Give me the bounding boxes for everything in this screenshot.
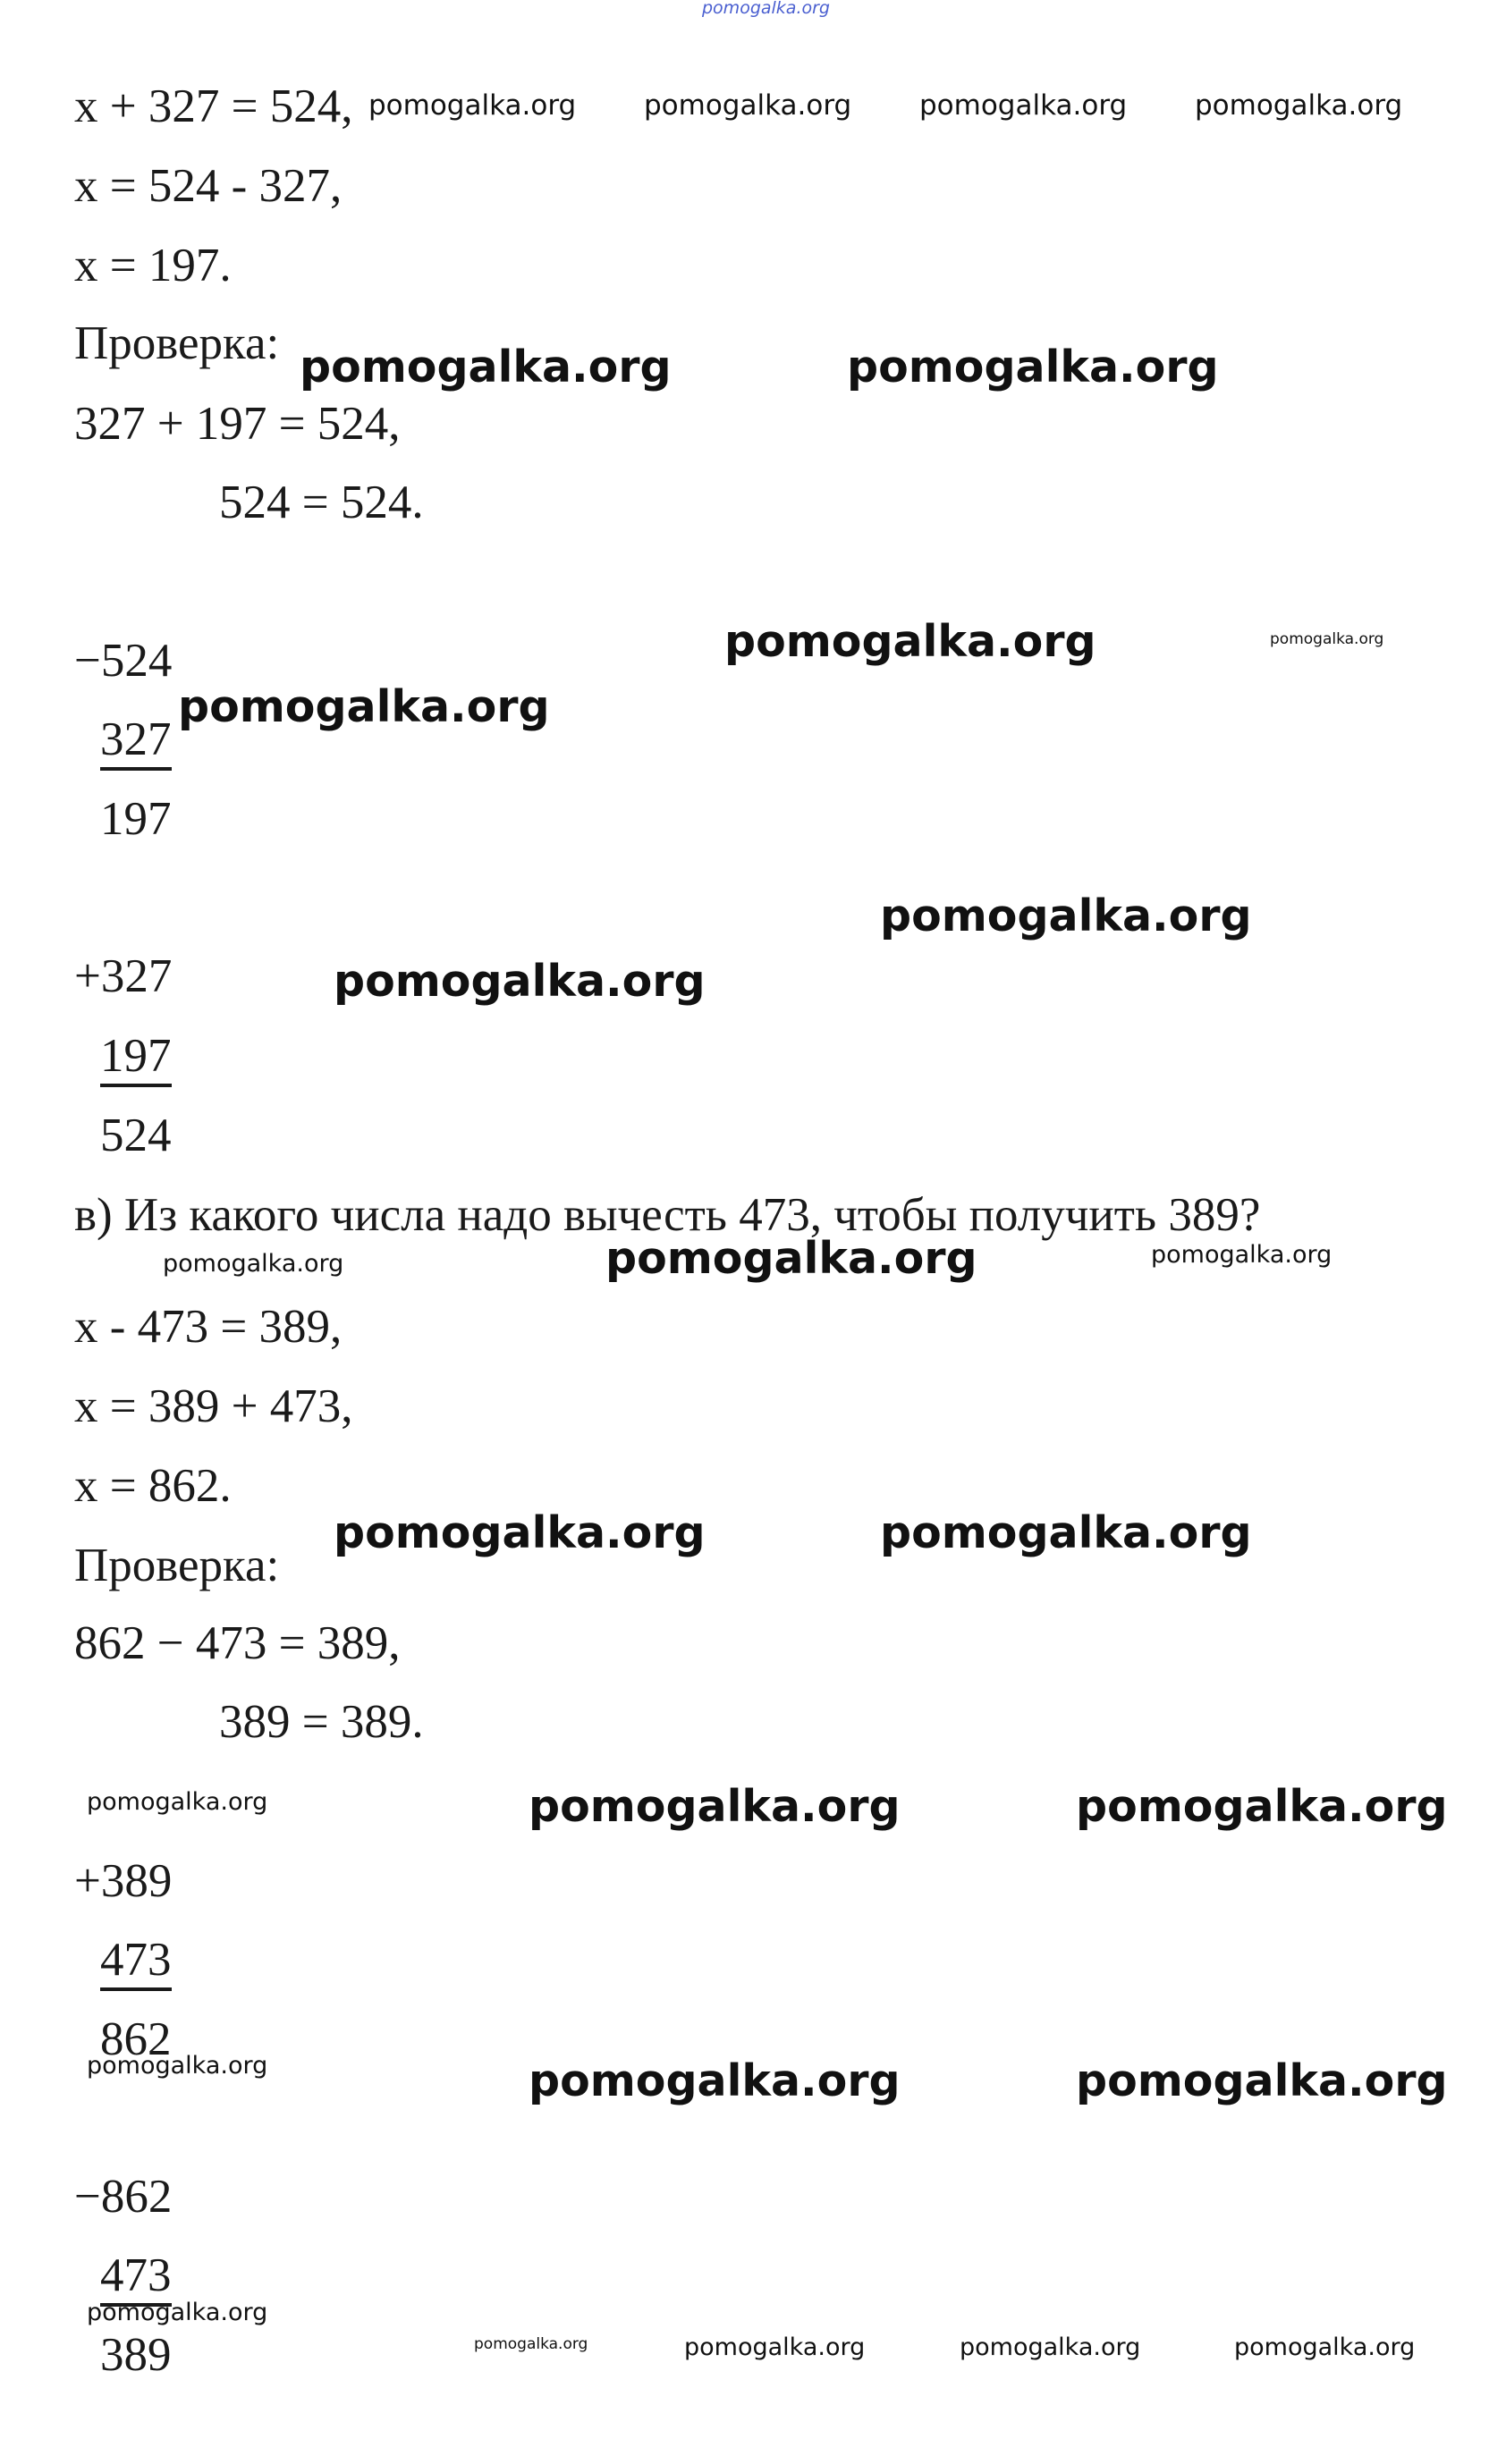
- check-line-2: 524 = 524.: [219, 477, 424, 528]
- check-label: Проверка:: [74, 317, 280, 369]
- header-watermark: pomogalka.org: [702, 0, 830, 18]
- watermark: pomogalka.org: [87, 2052, 268, 2080]
- watermark: pomogalka.org: [300, 342, 672, 392]
- watermark: pomogalka.org: [1234, 2333, 1416, 2361]
- check-line-1: 862 − 473 = 389,: [74, 1617, 401, 1669]
- watermark: pomogalka.org: [1195, 89, 1403, 122]
- watermark: pomogalka.org: [368, 89, 577, 122]
- watermark: pomogalka.org: [605, 1233, 977, 1284]
- column-addition-top: +389: [74, 1855, 173, 1907]
- column-subtraction-middle: 473: [100, 2252, 172, 2299]
- watermark: pomogalka.org: [880, 1507, 1252, 1558]
- column-addition-middle: 197: [100, 1033, 172, 1080]
- watermark: pomogalka.org: [644, 89, 852, 122]
- column-subtraction-top: −524: [74, 635, 173, 687]
- column-addition-middle: 473: [100, 1937, 172, 1984]
- watermark: pomogalka.org: [163, 1250, 344, 1278]
- watermark: pomogalka.org: [960, 2333, 1141, 2361]
- watermark: pomogalka.org: [847, 342, 1219, 392]
- column-addition-result: 524: [100, 1110, 172, 1161]
- watermark: pomogalka.org: [684, 2333, 866, 2361]
- watermark: pomogalka.org: [724, 616, 1096, 667]
- equation-line-3: x = 197.: [74, 240, 232, 291]
- watermark: pomogalka.org: [529, 1781, 901, 1832]
- watermark: pomogalka.org: [334, 1507, 706, 1558]
- problem-question: в) Из какого числа надо вычесть 473, чтобы получить 389?: [74, 1189, 1261, 1241]
- watermark: pomogalka.org: [178, 681, 550, 732]
- watermark: pomogalka.org: [474, 2335, 588, 2353]
- watermark: pomogalka.org: [1270, 630, 1384, 648]
- check-line-2: 389 = 389.: [219, 1696, 424, 1748]
- equation-line-2: x = 389 + 473,: [74, 1380, 353, 1432]
- column-addition-result: 862: [100, 2013, 172, 2065]
- column-subtraction-result: 197: [100, 793, 172, 845]
- check-label: Проверка:: [74, 1540, 280, 1591]
- watermark: pomogalka.org: [529, 2055, 901, 2106]
- check-line-1: 327 + 197 = 524,: [74, 398, 401, 450]
- equation-line-1: x + 327 = 524,: [74, 80, 353, 132]
- watermark: pomogalka.org: [334, 956, 706, 1007]
- watermark: pomogalka.org: [919, 89, 1128, 122]
- equation-line-3: x = 862.: [74, 1460, 232, 1512]
- watermark: pomogalka.org: [87, 2299, 268, 2326]
- watermark: pomogalka.org: [87, 1788, 268, 1816]
- equation-line-1: x - 473 = 389,: [74, 1301, 343, 1353]
- watermark: pomogalka.org: [1076, 1781, 1448, 1832]
- equation-line-2: x = 524 - 327,: [74, 160, 343, 212]
- column-addition-top: +327: [74, 950, 173, 1002]
- watermark: pomogalka.org: [1151, 1241, 1332, 1269]
- watermark: pomogalka.org: [1076, 2055, 1448, 2106]
- column-subtraction-result: 389: [100, 2329, 172, 2381]
- column-subtraction-middle: 327: [100, 716, 172, 764]
- column-subtraction-top: −862: [74, 2171, 173, 2223]
- watermark: pomogalka.org: [880, 890, 1252, 941]
